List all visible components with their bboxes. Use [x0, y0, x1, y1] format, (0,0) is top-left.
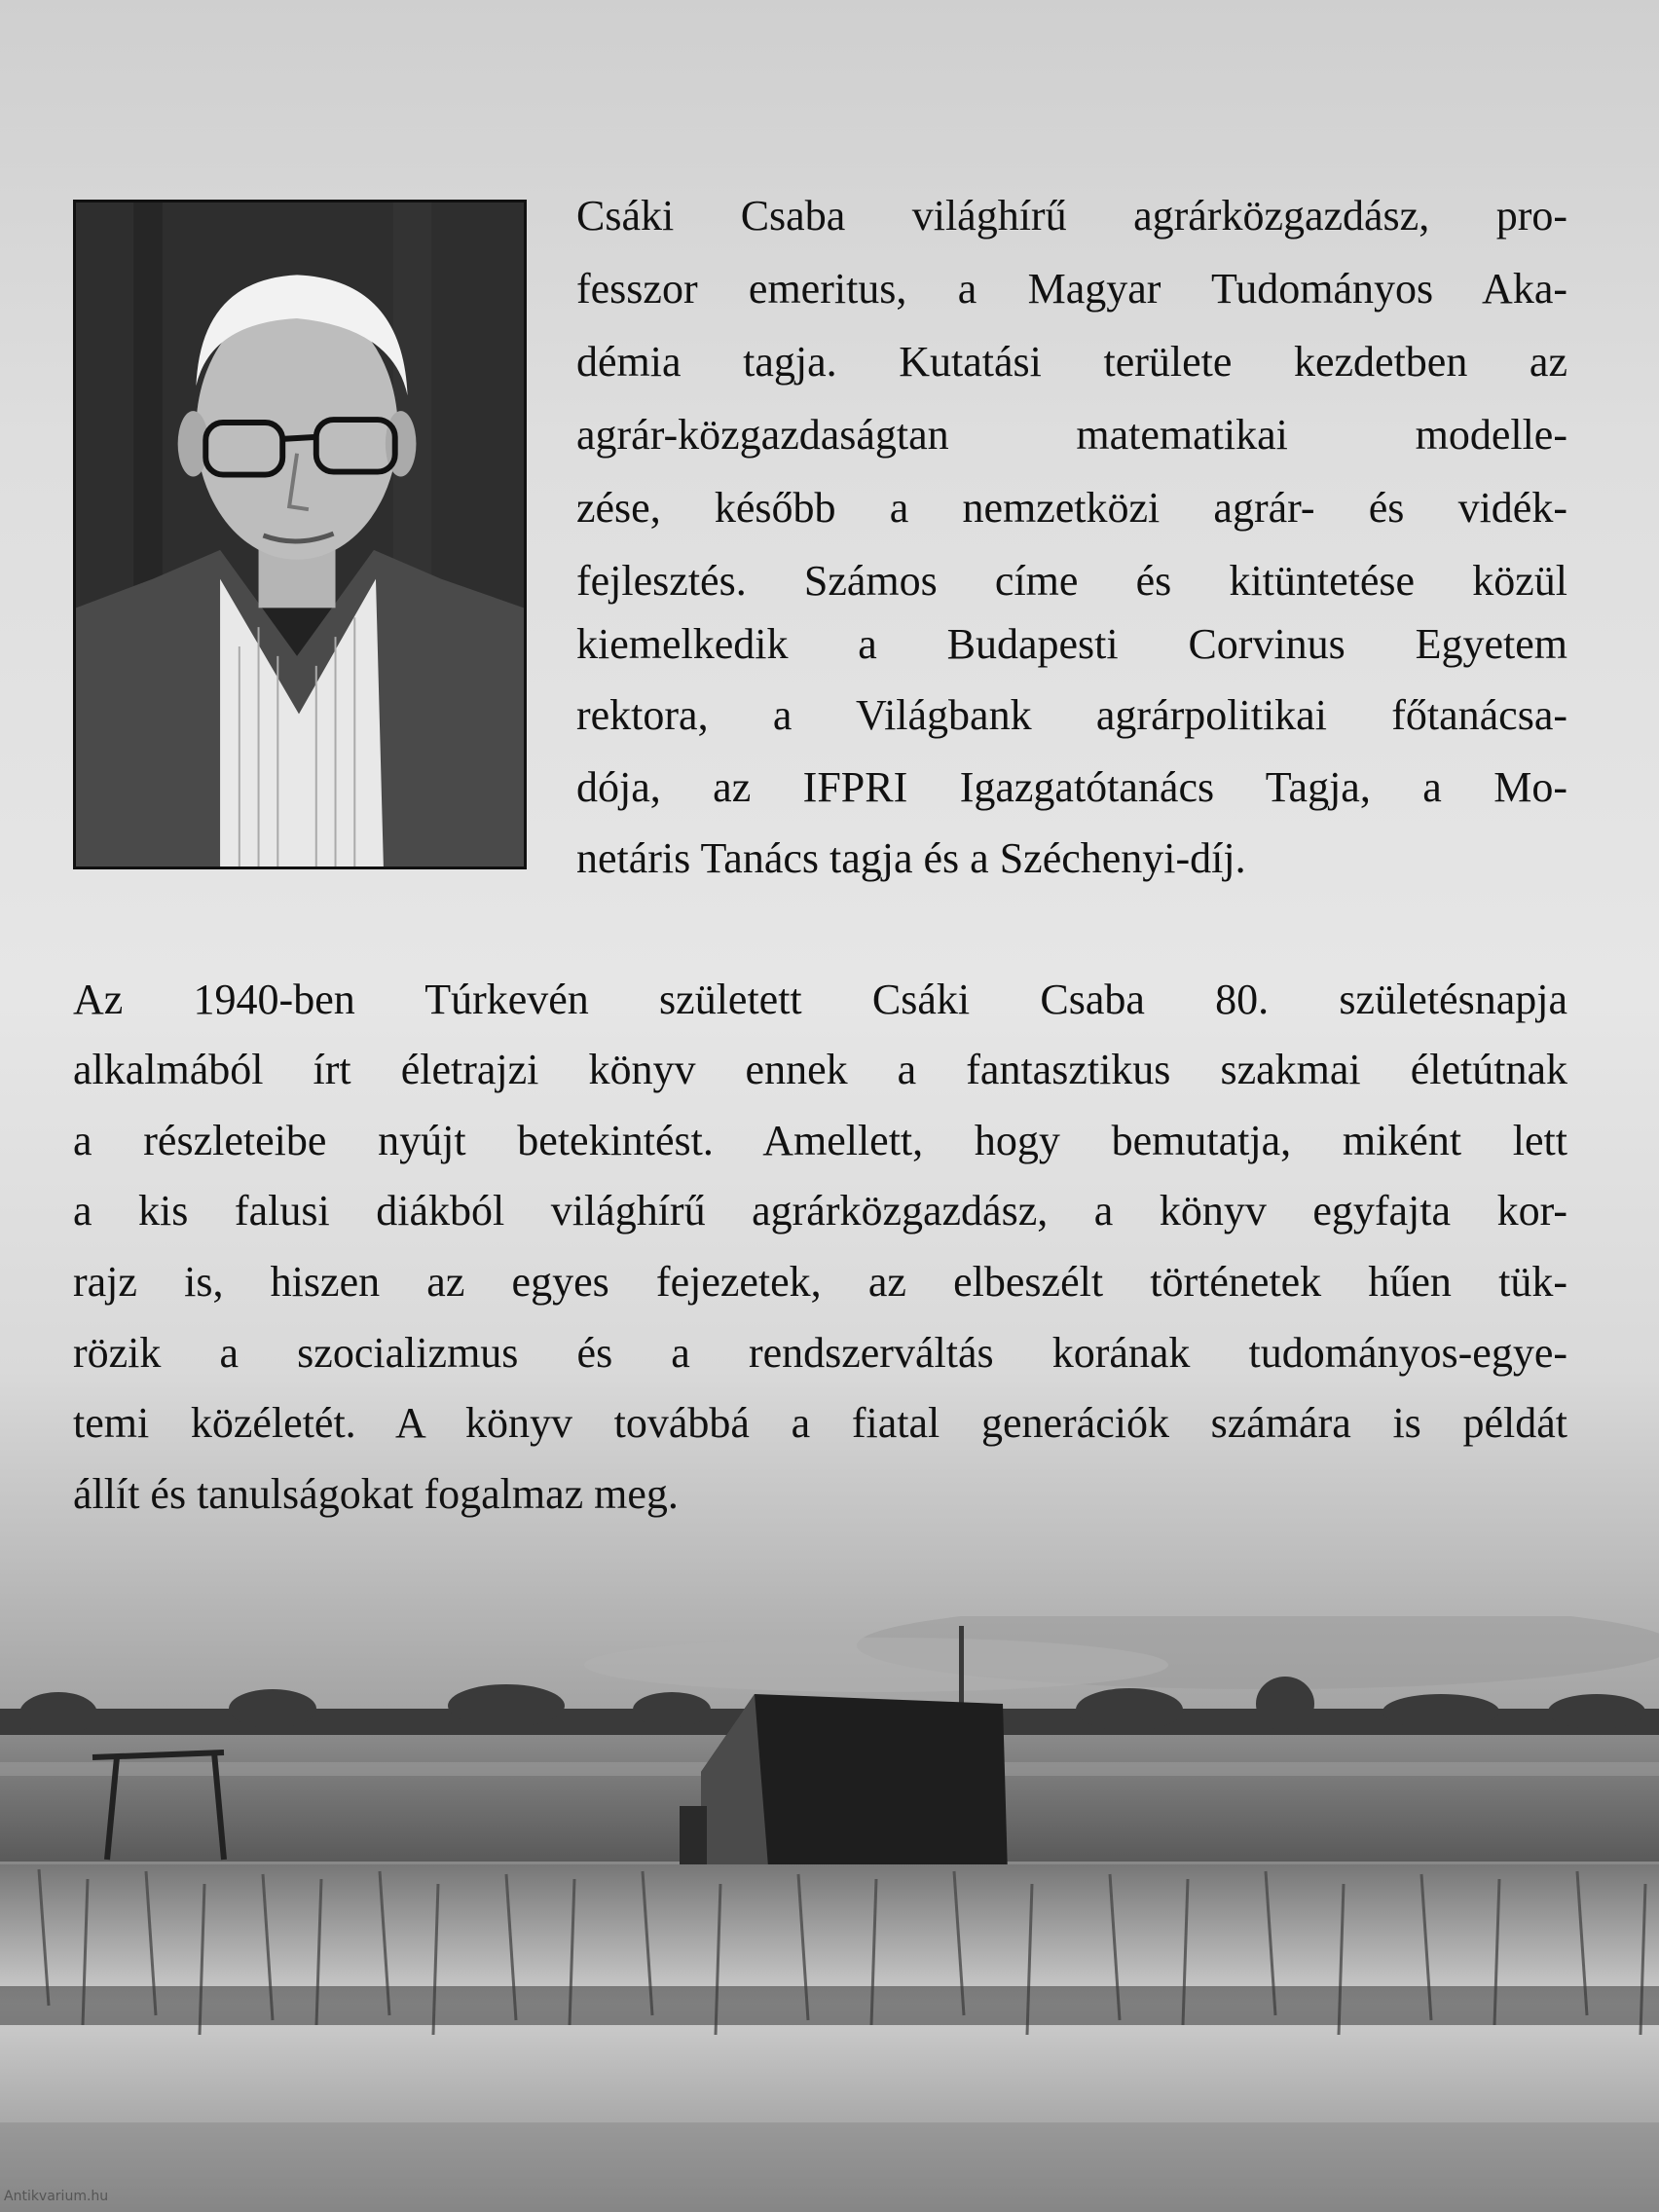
summary-line: alkalmából írt életrajzi könyv ennek a fantasztikus szakmai életútnak [73, 1046, 1567, 1093]
bio-line: kiemelkedik a Budapesti Corvinus Egyetem [576, 620, 1567, 668]
summary-line: állít és tanulságokat fogalmaz meg. [73, 1470, 679, 1518]
bio-line: zése, később a nemzetközi agrár- és vidék- [576, 484, 1567, 532]
bio-line: fesszor emeritus, a Magyar Tudományos Aka- [576, 265, 1567, 313]
watermark: Antikvarium.hu [4, 2189, 109, 2204]
author-portrait [73, 200, 527, 869]
summary-line: rajz is, hiszen az egyes fejezetek, az elbeszélt történetek hűen tük- [73, 1258, 1567, 1306]
summary-line: temi közéletét. A könyv továbbá a fiatal generációk számára is példát [73, 1399, 1567, 1447]
bio-line: agrár-közgazdaságtan matematikai modelle- [576, 411, 1567, 459]
bio-line: démia tagja. Kutatási területe kezdetben az [576, 338, 1567, 386]
bio-line: Csáki Csaba világhírű agrárközgazdász, pro- [576, 192, 1567, 240]
summary-line: a részleteibe nyújt betekintést. Amellett, hogy bemutatja, miként lett [73, 1117, 1567, 1164]
landscape-photo [0, 1616, 1659, 2212]
bio-line: rektora, a Világbank agrárpolitikai főtanácsa- [576, 691, 1567, 739]
summary-line: rözik a szocializmus és a rendszerváltás korának tudományos-egye- [73, 1329, 1567, 1377]
bio-line: netáris Tanács tagja és a Széchenyi-díj. [576, 834, 1246, 882]
bio-line: dója, az IFPRI Igazgatótanács Tagja, a Mo- [576, 763, 1567, 811]
bio-line: fejlesztés. Számos címe és kitüntetése közül [576, 557, 1567, 605]
summary-line: a kis falusi diákból világhírű agrárközgazdász, a könyv egyfajta kor- [73, 1187, 1567, 1235]
summary-line: Az 1940-ben Túrkevén született Csáki Csaba 80. születésnapja [73, 976, 1567, 1023]
